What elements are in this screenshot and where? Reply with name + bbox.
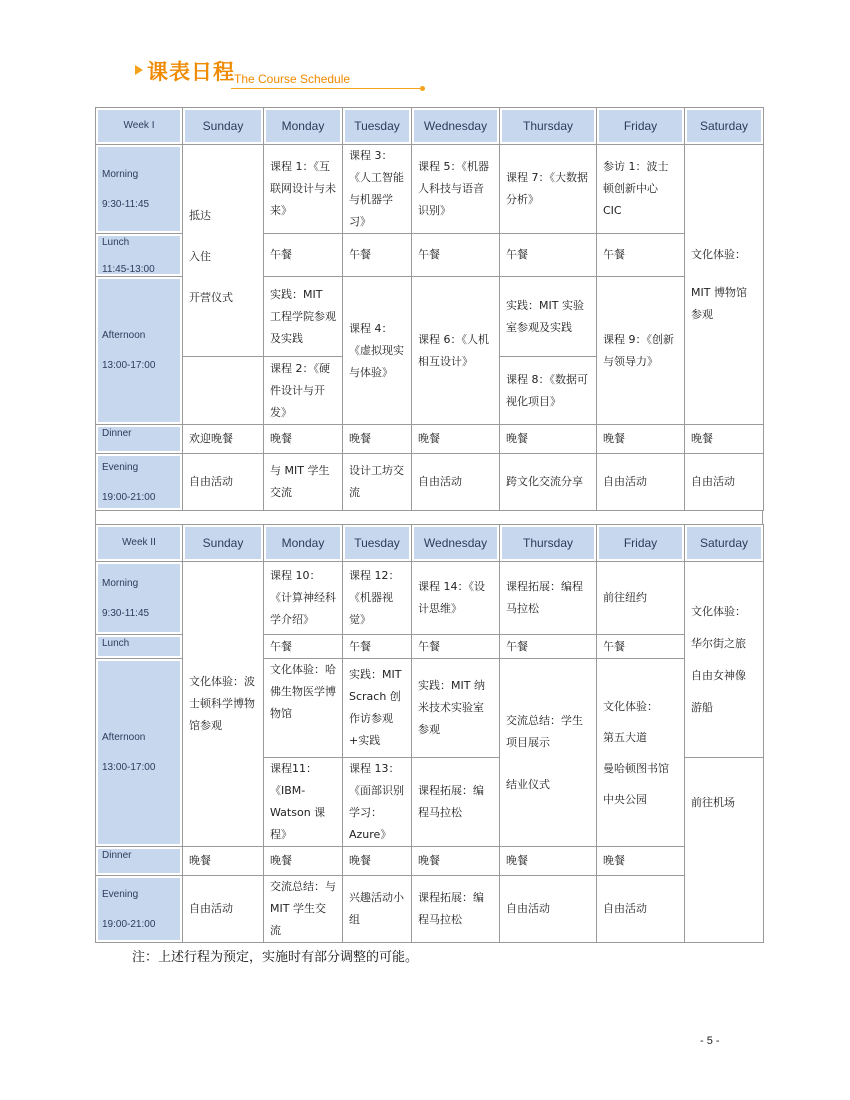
cell-friday-afternoon: 课程 9：《创新与领导力》 (597, 277, 685, 425)
cell-friday-morning: 前往纽约 (597, 562, 685, 635)
time-range: 19:00-21:00 (102, 491, 156, 503)
cell-monday-morning: 课程 10：《计算神经科学介绍》 (264, 562, 343, 635)
day-header-wednesday: Wednesday (412, 108, 500, 145)
friday-culture-title: 文化体验： (603, 699, 658, 713)
cell-thursday-afternoon-2: 课程 8：《数据可视化项目》 (500, 357, 597, 425)
time-evening (96, 876, 183, 943)
day-header-saturday: Saturday (685, 108, 764, 145)
day-header-monday: Monday (264, 108, 343, 145)
cell-sunday-dinner: 晚餐 (183, 847, 264, 876)
header-dot-icon (420, 86, 425, 91)
cell-wednesday-afternoon-1: 实践：MIT 纳米技术实验室参观 (412, 659, 500, 758)
cell-thursday-afternoon (500, 659, 597, 847)
cell-saturday-evening: 自由活动 (685, 454, 764, 511)
cell-saturday-airport: 前往机场 (685, 758, 764, 943)
time-evening (96, 454, 183, 511)
time-range: 9:30-11:45 (102, 607, 150, 619)
cell-tuesday-evening: 设计工坊交流 (343, 454, 412, 511)
cell-tuesday-morning: 课程 12：《机器视觉》 (343, 562, 412, 635)
cell-monday-morning: 课程 1：《互联网设计与未来》 (264, 145, 343, 234)
friday-culture-fifth-ave: 第五大道 (603, 730, 647, 744)
morning-row (96, 145, 764, 234)
page-subtitle: The Course Schedule (234, 72, 351, 86)
morning-row (96, 562, 764, 635)
cell-wednesday-evening: 课程拓展：编程马拉松 (412, 876, 500, 943)
cell-wednesday-morning: 课程 5：《机器人科技与语音识别》 (412, 145, 500, 234)
cell-friday-lunch: 午餐 (597, 234, 685, 277)
week-label: Week II (96, 525, 183, 562)
cell-sunday-afternoon-2 (183, 357, 264, 425)
cell-monday-dinner: 晚餐 (264, 847, 343, 876)
cell-monday-lunch: 午餐 (264, 635, 343, 659)
cell-thursday-lunch: 午餐 (500, 234, 597, 277)
cell-friday-afternoon (597, 659, 685, 847)
time-range: 19:00-21:00 (102, 918, 156, 930)
cell-thursday-morning: 课程 7：《大数据分析》 (500, 145, 597, 234)
cell-thursday-lunch: 午餐 (500, 635, 597, 659)
cell-tuesday-morning: 课程 3：《人工智能与机器学习》 (343, 145, 412, 234)
header-underline (231, 88, 421, 89)
cell-monday-afternoon-1: 实践：MIT 工程学院参观及实践 (264, 277, 343, 357)
thursday-graduation: 结业仪式 (506, 777, 550, 791)
cell-tuesday-lunch: 午餐 (343, 635, 412, 659)
time-label: Morning (102, 168, 139, 180)
schedule-week-1 (95, 107, 764, 511)
cell-sunday-culture: 文化体验：波士顿科学博物馆参观 (183, 562, 264, 847)
page-title: 课表日程 (147, 60, 235, 84)
cell-monday-evening: 与 MIT 学生交流 (264, 454, 343, 511)
time-afternoon (96, 277, 183, 425)
time-range: 9:30-11:45 (102, 198, 150, 210)
time-range: 13:00-17:00 (102, 360, 156, 371)
cell-thursday-afternoon-1: 实践：MIT 实验室参观及实践 (500, 277, 597, 357)
day-header-sunday: Sunday (183, 525, 264, 562)
thursday-summary: 交流总结：学生项目展示 (506, 713, 583, 749)
time-label: Afternoon (102, 330, 146, 341)
cell-sunday-evening: 自由活动 (183, 876, 264, 943)
time-dinner (96, 425, 183, 454)
day-header-thursday: Thursday (500, 108, 597, 145)
dinner-row (96, 847, 764, 876)
cell-sunday-arrival (183, 145, 264, 357)
saturday-culture-liberty: 自由女神像 (691, 668, 746, 682)
time-range: 11:45-13:00 (102, 264, 155, 275)
time-label: Afternoon (102, 732, 146, 743)
arrow-icon (135, 65, 143, 75)
cell-monday-afternoon-2: 课程 2：《硬件设计与开发》 (264, 357, 343, 425)
cell-saturday-culture (685, 562, 764, 758)
cell-friday-lunch: 午餐 (597, 635, 685, 659)
time-dinner (96, 847, 183, 876)
time-label: Evening (102, 888, 139, 900)
opening-line: 开营仪式 (189, 291, 233, 304)
header-row (96, 108, 764, 145)
day-header-sunday: Sunday (183, 108, 264, 145)
cell-friday-evening: 自由活动 (597, 454, 685, 511)
saturday-culture-cruise: 游船 (691, 700, 713, 714)
evening-row (96, 454, 764, 511)
cell-thursday-dinner: 晚餐 (500, 425, 597, 454)
day-header-wednesday: Wednesday (412, 525, 500, 562)
cell-saturday-culture (685, 145, 764, 425)
cell-tuesday-evening: 兴趣活动小组 (343, 876, 412, 943)
cell-wednesday-afternoon-2: 课程拓展：编程马拉松 (412, 758, 500, 847)
cell-sunday-dinner: 欢迎晚餐 (183, 425, 264, 454)
cell-tuesday-lunch: 午餐 (343, 234, 412, 277)
time-morning (96, 562, 183, 635)
cell-monday-afternoon-2: 课程11：《IBM-Watson 课程》 (264, 758, 343, 847)
header-row (96, 525, 764, 562)
evening-row (96, 876, 764, 943)
time-label: Evening (102, 461, 139, 473)
cell-friday-dinner: 晚餐 (597, 847, 685, 876)
cell-wednesday-lunch: 午餐 (412, 635, 500, 659)
time-label: Morning (102, 577, 139, 589)
cell-thursday-evening: 跨文化交流分享 (500, 454, 597, 511)
cell-wednesday-lunch: 午餐 (412, 234, 500, 277)
cell-friday-evening: 自由活动 (597, 876, 685, 943)
cell-wednesday-dinner: 晚餐 (412, 847, 500, 876)
time-lunch (96, 234, 183, 277)
cell-tuesday-afternoon-1: 实践：MIT Scrach 创作访参观+实践 (343, 659, 412, 758)
saturday-culture-wallstreet: 华尔街之旅 (691, 636, 746, 650)
day-header-saturday: Saturday (685, 525, 764, 562)
saturday-culture-detail: MIT 博物馆参观 (691, 285, 747, 321)
cell-tuesday-dinner: 晚餐 (343, 847, 412, 876)
cell-thursday-morning: 课程拓展：编程马拉松 (500, 562, 597, 635)
time-lunch (96, 635, 183, 659)
time-afternoon (96, 659, 183, 847)
cell-friday-dinner: 晚餐 (597, 425, 685, 454)
day-header-tuesday: Tuesday (343, 525, 412, 562)
time-label: Lunch (102, 237, 130, 248)
cell-wednesday-afternoon: 课程 6：《人机相互设计》 (412, 277, 500, 425)
time-morning (96, 145, 183, 234)
cell-monday-lunch: 午餐 (264, 234, 343, 277)
cell-thursday-dinner: 晚餐 (500, 847, 597, 876)
cell-tuesday-afternoon-2: 课程 13：《面部识别学习：Azure》 (343, 758, 412, 847)
schedule-note: 注：上述行程为预定，实施时有部分调整的可能。 (132, 950, 419, 965)
cell-monday-dinner: 晚餐 (264, 425, 343, 454)
arrival-line: 抵达 (189, 209, 211, 222)
time-label: Lunch (102, 638, 130, 649)
day-header-tuesday: Tuesday (343, 108, 412, 145)
cell-monday-evening: 交流总结：与 MIT 学生交流 (264, 876, 343, 943)
day-header-friday: Friday (597, 525, 685, 562)
time-label: Dinner (102, 428, 132, 439)
friday-culture-library: 曼哈顿图书馆 (603, 761, 669, 775)
week-label: Week I (96, 108, 183, 145)
cell-sunday-evening: 自由活动 (183, 454, 264, 511)
cell-wednesday-morning: 课程 14：《设计思维》 (412, 562, 500, 635)
day-header-monday: Monday (264, 525, 343, 562)
dinner-row (96, 425, 764, 454)
cell-thursday-evening: 自由活动 (500, 876, 597, 943)
cell-wednesday-evening: 自由活动 (412, 454, 500, 511)
saturday-culture-title: 文化体验： (691, 247, 746, 261)
checkin-line: 入住 (189, 250, 211, 263)
day-header-friday: Friday (597, 108, 685, 145)
cell-monday-afternoon-1: 文化体验：哈佛生物医学博物馆 (264, 659, 343, 758)
cell-wednesday-dinner: 晚餐 (412, 425, 500, 454)
time-label: Dinner (102, 850, 132, 861)
cell-tuesday-dinner: 晚餐 (343, 425, 412, 454)
page-header (133, 54, 433, 94)
cell-tuesday-afternoon: 课程 4：《虚拟现实与体验》 (343, 277, 412, 425)
schedule-week-2 (95, 524, 764, 943)
saturday-culture-title: 文化体验： (691, 604, 746, 618)
cell-saturday-dinner: 晚餐 (685, 425, 764, 454)
cell-friday-morning: 参访 1：波士顿创新中心 CIC (597, 145, 685, 234)
time-range: 13:00-17:00 (102, 762, 156, 773)
table-spacer (95, 510, 763, 524)
friday-culture-park: 中央公园 (603, 792, 647, 806)
page-number: - 5 - (700, 1035, 720, 1047)
day-header-thursday: Thursday (500, 525, 597, 562)
